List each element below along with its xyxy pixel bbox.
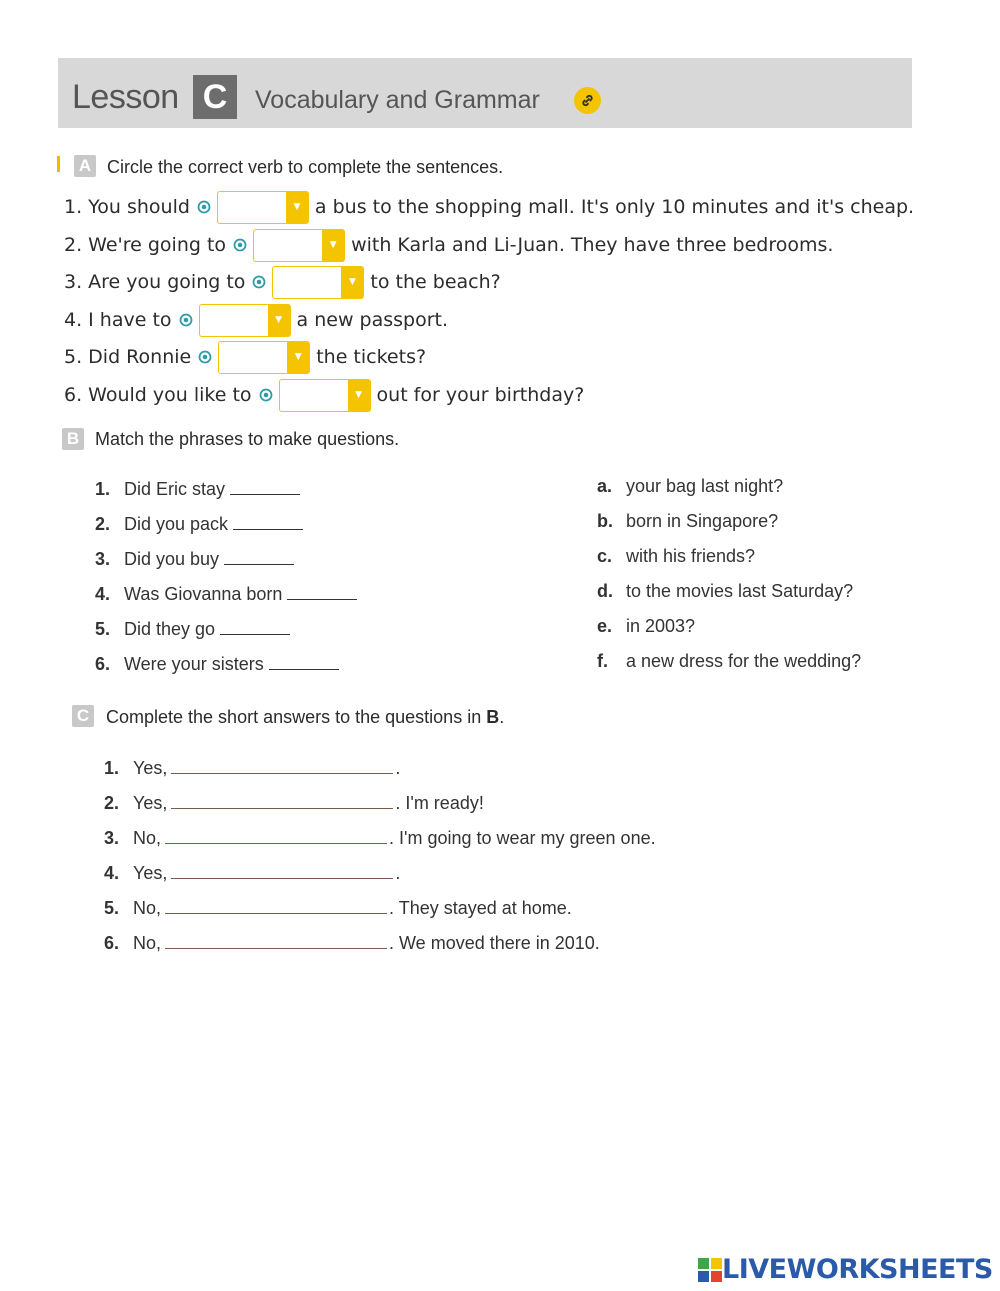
- logo-text: LIVEWORKSHEETS: [722, 1254, 993, 1285]
- answer-start: No,: [133, 828, 162, 848]
- verb-dropdown[interactable]: [253, 229, 345, 262]
- phrase-text: Did you buy: [124, 549, 220, 569]
- answer-end: . I'm ready!: [395, 793, 484, 813]
- section-a-title: Circle the correct verb to complete the sentences.: [107, 157, 504, 177]
- section-c-letter: C: [72, 705, 94, 727]
- answer-end: . I'm going to wear my green one.: [389, 828, 656, 848]
- dropdown-field[interactable]: [280, 380, 348, 411]
- section-a-marker: [57, 156, 60, 172]
- chevron-down-icon[interactable]: ▼: [286, 192, 308, 223]
- answer-number: 5.: [104, 898, 120, 918]
- chevron-down-icon[interactable]: ▼: [322, 230, 344, 261]
- sentence-start: 1. You should: [64, 196, 190, 218]
- phrase-text: Did you pack: [124, 514, 229, 534]
- option-letter: b.: [597, 511, 613, 531]
- option-text: with his friends?: [626, 546, 756, 566]
- chevron-down-icon[interactable]: ▼: [287, 342, 309, 373]
- answer-end: .: [395, 863, 401, 883]
- sentence-row: [64, 303, 448, 337]
- option-text: your bag last night?: [626, 476, 784, 496]
- sentence-start: 3. Are you going to: [64, 271, 246, 293]
- answer-blank[interactable]: [171, 808, 393, 809]
- eye-icon[interactable]: [258, 387, 274, 403]
- dropdown-field[interactable]: [219, 342, 287, 373]
- sentence-start: 4. I have to: [64, 309, 172, 331]
- verb-dropdown[interactable]: [199, 304, 291, 337]
- section-c-title: Complete the short answers to the questions in B.: [106, 707, 505, 727]
- verb-dropdown[interactable]: [272, 266, 364, 299]
- sentence-end: to the beach?: [370, 271, 501, 293]
- chevron-down-icon[interactable]: ▼: [348, 380, 370, 411]
- match-option: [597, 511, 778, 532]
- sentence-end: out for your birthday?: [376, 384, 585, 406]
- match-option: [597, 546, 755, 567]
- answer-end: .: [395, 758, 401, 778]
- short-answer-row: [104, 863, 400, 884]
- short-answer-row: [104, 758, 400, 779]
- phrase-text: Were your sisters: [124, 654, 264, 674]
- phrase-number: 4.: [95, 584, 111, 604]
- option-text: to the movies last Saturday?: [626, 581, 854, 601]
- sentence-row: [64, 228, 833, 262]
- lesson-label: Lesson: [72, 78, 179, 116]
- match-blank[interactable]: [224, 564, 294, 565]
- short-answer-row: [104, 828, 656, 849]
- match-blank[interactable]: [269, 669, 339, 670]
- answer-number: 1.: [104, 758, 120, 778]
- dropdown-field[interactable]: [254, 230, 322, 261]
- phrase-number: 3.: [95, 549, 111, 569]
- phrase-number: 2.: [95, 514, 111, 534]
- eye-icon[interactable]: [232, 237, 248, 253]
- answer-blank[interactable]: [171, 773, 393, 774]
- sentence-end: a new passport.: [296, 309, 449, 331]
- sentence-row: [64, 340, 426, 374]
- answer-blank[interactable]: [165, 948, 387, 949]
- sentence-row: [64, 378, 584, 412]
- match-blank[interactable]: [287, 599, 357, 600]
- option-letter: a.: [597, 476, 613, 496]
- lesson-subtitle: Vocabulary and Grammar: [255, 86, 540, 114]
- eye-icon[interactable]: [251, 274, 267, 290]
- sentence-start: 5. Did Ronnie: [64, 346, 192, 368]
- phrase-text: Did Eric stay: [124, 479, 226, 499]
- sentence-end: the tickets?: [316, 346, 427, 368]
- liveworksheets-logo: [698, 1254, 993, 1285]
- option-text: in 2003?: [626, 616, 696, 636]
- section-b-letter: B: [62, 428, 84, 450]
- answer-start: No,: [133, 933, 162, 953]
- phrase-number: 5.: [95, 619, 111, 639]
- lesson-letter-badge: C: [193, 75, 237, 119]
- short-answer-row: [104, 793, 484, 814]
- sentence-start: 2. We're going to: [64, 234, 227, 256]
- option-text: a new dress for the wedding?: [626, 651, 862, 671]
- eye-icon[interactable]: [178, 312, 194, 328]
- verb-dropdown[interactable]: [279, 379, 371, 412]
- answer-number: 3.: [104, 828, 120, 848]
- answer-blank[interactable]: [171, 878, 393, 879]
- chevron-down-icon[interactable]: ▼: [341, 267, 363, 298]
- match-option: [597, 476, 783, 497]
- chevron-down-icon[interactable]: ▼: [268, 305, 290, 336]
- match-blank[interactable]: [220, 634, 290, 635]
- phrase-row: [95, 584, 357, 605]
- sentence-end: with Karla and Li-Juan. They have three bedrooms.: [351, 234, 834, 256]
- option-letter: e.: [597, 616, 613, 636]
- match-option: [597, 651, 861, 672]
- short-answer-row: [104, 933, 600, 954]
- option-letter: d.: [597, 581, 613, 601]
- answer-end: . We moved there in 2010.: [389, 933, 600, 953]
- sentence-start: 6. Would you like to: [64, 384, 252, 406]
- eye-icon[interactable]: [196, 199, 212, 215]
- answer-start: Yes,: [133, 793, 168, 813]
- option-letter: f.: [597, 651, 608, 671]
- phrase-number: 1.: [95, 479, 111, 499]
- option-text: born in Singapore?: [626, 511, 779, 531]
- answer-start: No,: [133, 898, 162, 918]
- answer-end: . They stayed at home.: [389, 898, 572, 918]
- phrase-row: [95, 619, 290, 640]
- sentence-row: [64, 190, 914, 224]
- answer-blank[interactable]: [165, 843, 387, 844]
- phrase-row: [95, 654, 339, 675]
- match-option: [597, 616, 695, 637]
- section-b-title: Match the phrases to make questions.: [95, 429, 400, 449]
- answer-start: Yes,: [133, 758, 168, 778]
- option-letter: c.: [597, 546, 613, 566]
- answer-number: 2.: [104, 793, 120, 813]
- phrase-number: 6.: [95, 654, 111, 674]
- eye-icon[interactable]: [197, 349, 213, 365]
- answer-number: 6.: [104, 933, 120, 953]
- answer-start: Yes,: [133, 863, 168, 883]
- short-answer-row: [104, 898, 572, 919]
- sentence-row: [64, 265, 501, 299]
- match-blank[interactable]: [233, 529, 303, 530]
- phrase-text: Was Giovanna born: [124, 584, 283, 604]
- phrase-text: Did they go: [124, 619, 216, 639]
- phrase-row: [95, 514, 303, 535]
- verb-dropdown[interactable]: [218, 341, 310, 374]
- answer-number: 4.: [104, 863, 120, 883]
- verb-dropdown[interactable]: [217, 191, 309, 224]
- section-a-letter: A: [74, 155, 96, 177]
- dropdown-field[interactable]: [200, 305, 268, 336]
- match-option: [597, 581, 853, 602]
- sentence-end: a bus to the shopping mall. It's only 10 minutes and it's cheap.: [314, 196, 915, 218]
- phrase-row: [95, 549, 294, 570]
- link-icon[interactable]: [574, 87, 601, 114]
- logo-blocks-icon: [698, 1258, 722, 1282]
- answer-blank[interactable]: [165, 913, 387, 914]
- phrase-row: [95, 479, 300, 500]
- dropdown-field[interactable]: [273, 267, 341, 298]
- match-blank[interactable]: [230, 494, 300, 495]
- dropdown-field[interactable]: [218, 192, 286, 223]
